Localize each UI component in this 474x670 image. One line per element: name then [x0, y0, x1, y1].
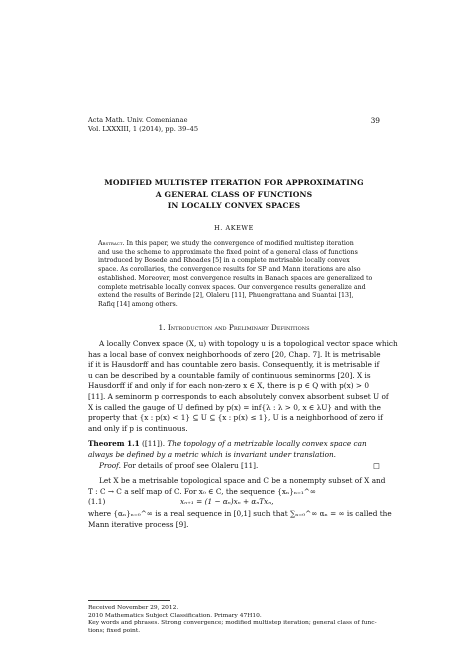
proof-label: Proof. [99, 460, 121, 470]
paragraph-line: property that {x : p(x) < 1} ⊆ U ⊆ {x : p(x) ≤ 1}, U is a neighborhood of zero if [88, 413, 383, 423]
paragraph-line: Let X be a metrisable topological space and C be a nonempty subset of X and [99, 476, 386, 486]
author-name: H. AKEWE [214, 224, 254, 232]
paragraph-line: has a local base of convex neighborhoods of zero [20, Chap. 7]. It is metrisable [88, 349, 381, 359]
paper-title [88, 177, 380, 212]
theorem-text: The topology of a metrizable locally convex space can [167, 439, 367, 449]
title-line: MODIFIED MULTISTEP ITERATION FOR APPROXIMATING [104, 178, 364, 187]
abstract-line: extend the results of Berinde [2], Olaleru [11], Phuengrattana and Suantai [13], [98, 292, 354, 300]
title-line: A GENERAL CLASS OF FUNCTIONS [155, 189, 313, 199]
abstract-line: Rafiq [14] among others. [98, 300, 178, 308]
abstract-line: established. Moreover, most convergence results in Banach spaces are generalized to [98, 274, 373, 282]
paragraph-line: A locally Convex space (X, u) with topology u is a topological vector space which [99, 339, 398, 348]
theorem-cite: ([11]). [142, 439, 166, 449]
paragraph-line: X is called the gauge of U defined by p(x) = inf{λ : λ > 0, x ∈ λU} and with the [88, 402, 381, 412]
paragraph-line: u can be described by a countable family of continuous seminorms [20]. X is [88, 370, 371, 380]
equation-1-1 [88, 497, 380, 509]
footnote-received: Received November 29, 2012. [88, 605, 179, 611]
proof-line [88, 461, 380, 472]
theorem-label: Theorem 1.1 [88, 439, 140, 449]
paragraph-line: [11]. A seminorm p corresponds to each absolutely convex absorbent subset U of [88, 391, 389, 401]
body-text [88, 339, 398, 531]
abstract-text: In this paper, we study the convergence of modified multistep iteration [126, 240, 354, 247]
equation-number: (1.1) [88, 497, 106, 507]
theorem-line [88, 439, 380, 450]
qed-symbol: □ [373, 460, 380, 470]
title-line: IN LOCALLY CONVEX SPACES [167, 201, 301, 210]
journal-volume: Vol. LXXXIII, 1 (2014), pp. 39–45 [88, 125, 199, 133]
footnote-msc: 2010 Mathematics Subject Classification. Primary 47H10. [88, 612, 262, 619]
abstract-line: and use the scheme to approximate the fixed point of a general class of functions [98, 248, 358, 256]
paragraph-line: where {αₙ}ₙ₌₀^∞ is a real sequence in [0,1] such that ∑ₙ₌₀^∞ αₙ = ∞ is called the [88, 509, 392, 519]
footnote-keywords-cont: tions; fixed point. [88, 627, 141, 634]
proof-text: For details of proof see Olaleru [11]. [123, 460, 259, 470]
theorem-line: always be defined by a metric which is invariant under translation. [88, 449, 337, 459]
abstract [98, 240, 373, 310]
paragraph-line: Hausdorff if and only if for each non-zero x ∈ X, there is p ∈ Q with p(x) > 0 [88, 381, 370, 391]
paragraph-line: and only if p is continuous. [88, 423, 188, 433]
paragraph-line: if it is Hausdorff and has countable zero basis. Consequently, it is metrisable if [88, 360, 380, 370]
abstract-label: Abstract. [98, 240, 125, 247]
footnote-rule [88, 600, 170, 601]
abstract-line: introduced by Bosede and Rhoades [5] in a complete metrisable locally convex [98, 257, 350, 265]
journal-name: Acta Math. Univ. Comenianae [88, 116, 188, 124]
abstract-line: space. As corollaries, the convergence results for SP and Mann iterations are also [98, 266, 361, 274]
page-number: 39 [370, 116, 380, 125]
abstract-line: complete metrisable locally convex spaces. Our convergence results generalize and [98, 283, 366, 291]
journal-header [88, 116, 380, 134]
footnote-keywords: Key words and phrases. Strong convergence; modified multistep iteration; general class of func- [88, 620, 377, 627]
paragraph-line: T : C → C a self map of C. For x₀ ∈ C, the sequence {xₙ}ₙ₌₁^∞ [88, 486, 316, 496]
paragraph-line: Mann iterative process [9]. [88, 519, 189, 529]
section-heading: 1. Introduction and Preliminary Definitions [158, 323, 310, 332]
abstract-line [98, 240, 370, 249]
equation-body: xₙ₊₁ = (1 − αₙ)xₙ + αₙTxₙ, [180, 497, 274, 507]
footnotes [88, 605, 380, 635]
